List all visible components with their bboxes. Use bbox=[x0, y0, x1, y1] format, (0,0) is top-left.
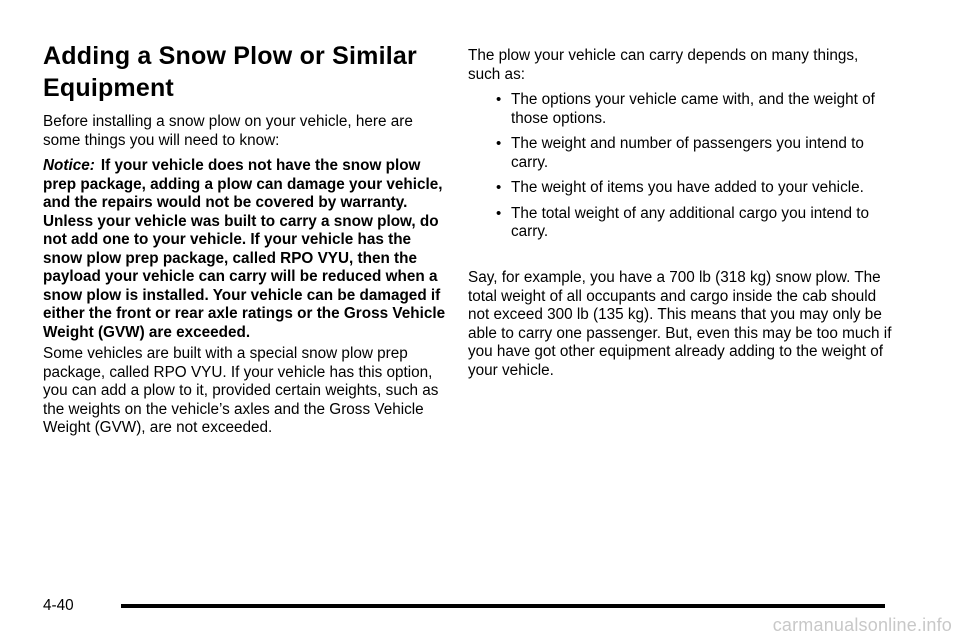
bullet-icon: • bbox=[496, 135, 502, 152]
notice-label: Notice: bbox=[43, 157, 95, 174]
plow-capacity-paragraph: The plow your vehicle can carry depends on many things, such as: bbox=[468, 47, 859, 83]
list-item: • The total weight of any additional cargo you intend to carry. bbox=[496, 204, 870, 240]
list-item: • The weight of items you have added to your vehicle. bbox=[496, 179, 864, 196]
list-item: • The options your vehicle came with, and the weight of those options. bbox=[496, 91, 875, 127]
page-number: 4-40 bbox=[43, 597, 74, 614]
list-item: • The weight and number of passengers you intend to carry. bbox=[496, 135, 864, 171]
section-heading: Adding a Snow Plow or Similar Equipment bbox=[43, 42, 417, 102]
notice-text: If your vehicle does not have the snow plow prep package, adding a plow can damage your vehicle, and the repairs would not be covered by warranty. Unless your vehicle was built to carry a snow plow, do not add one to your vehicle. If your vehicle has the snow plow prep package, called RPO VYU, then the payload your vehicle can carry will be reduced when a snow plow is installed. Your vehicle can be damaged if either the front or rear axle ratings or the Gross Vehicle Weight (GVW) are exceeded. bbox=[43, 157, 446, 341]
intro-paragraph: Before installing a snow plow on your vehicle, here are some things you will need to know: bbox=[43, 113, 413, 149]
bullet-icon: • bbox=[496, 204, 502, 222]
bullet-icon: • bbox=[496, 179, 502, 196]
notice-paragraph bbox=[43, 157, 448, 342]
watermark: carmanualsonline.info bbox=[772, 615, 952, 635]
factors-list bbox=[468, 91, 888, 249]
bullet-icon: • bbox=[496, 91, 502, 108]
prep-package-paragraph: Some vehicles are built with a special snow plow prep package, called RPO VYU. If your vehicle has this option, you can add a plow to it, provided certain weights, such as the weights on the vehicle’s axles and the Gross Vehicle Weight (GVW), are not exceeded. bbox=[43, 345, 439, 436]
example-paragraph: Say, for example, you have a 700 lb (318 kg) snow plow. The total weight of all occupants and cargo inside the cab should not exceed 300 lb (135 kg). This means that you may only be able to carry one passenger. But, even this may be too much if you have got other equipment already adding to the weight of your vehicle. bbox=[468, 269, 892, 379]
footer-rule bbox=[121, 604, 885, 608]
